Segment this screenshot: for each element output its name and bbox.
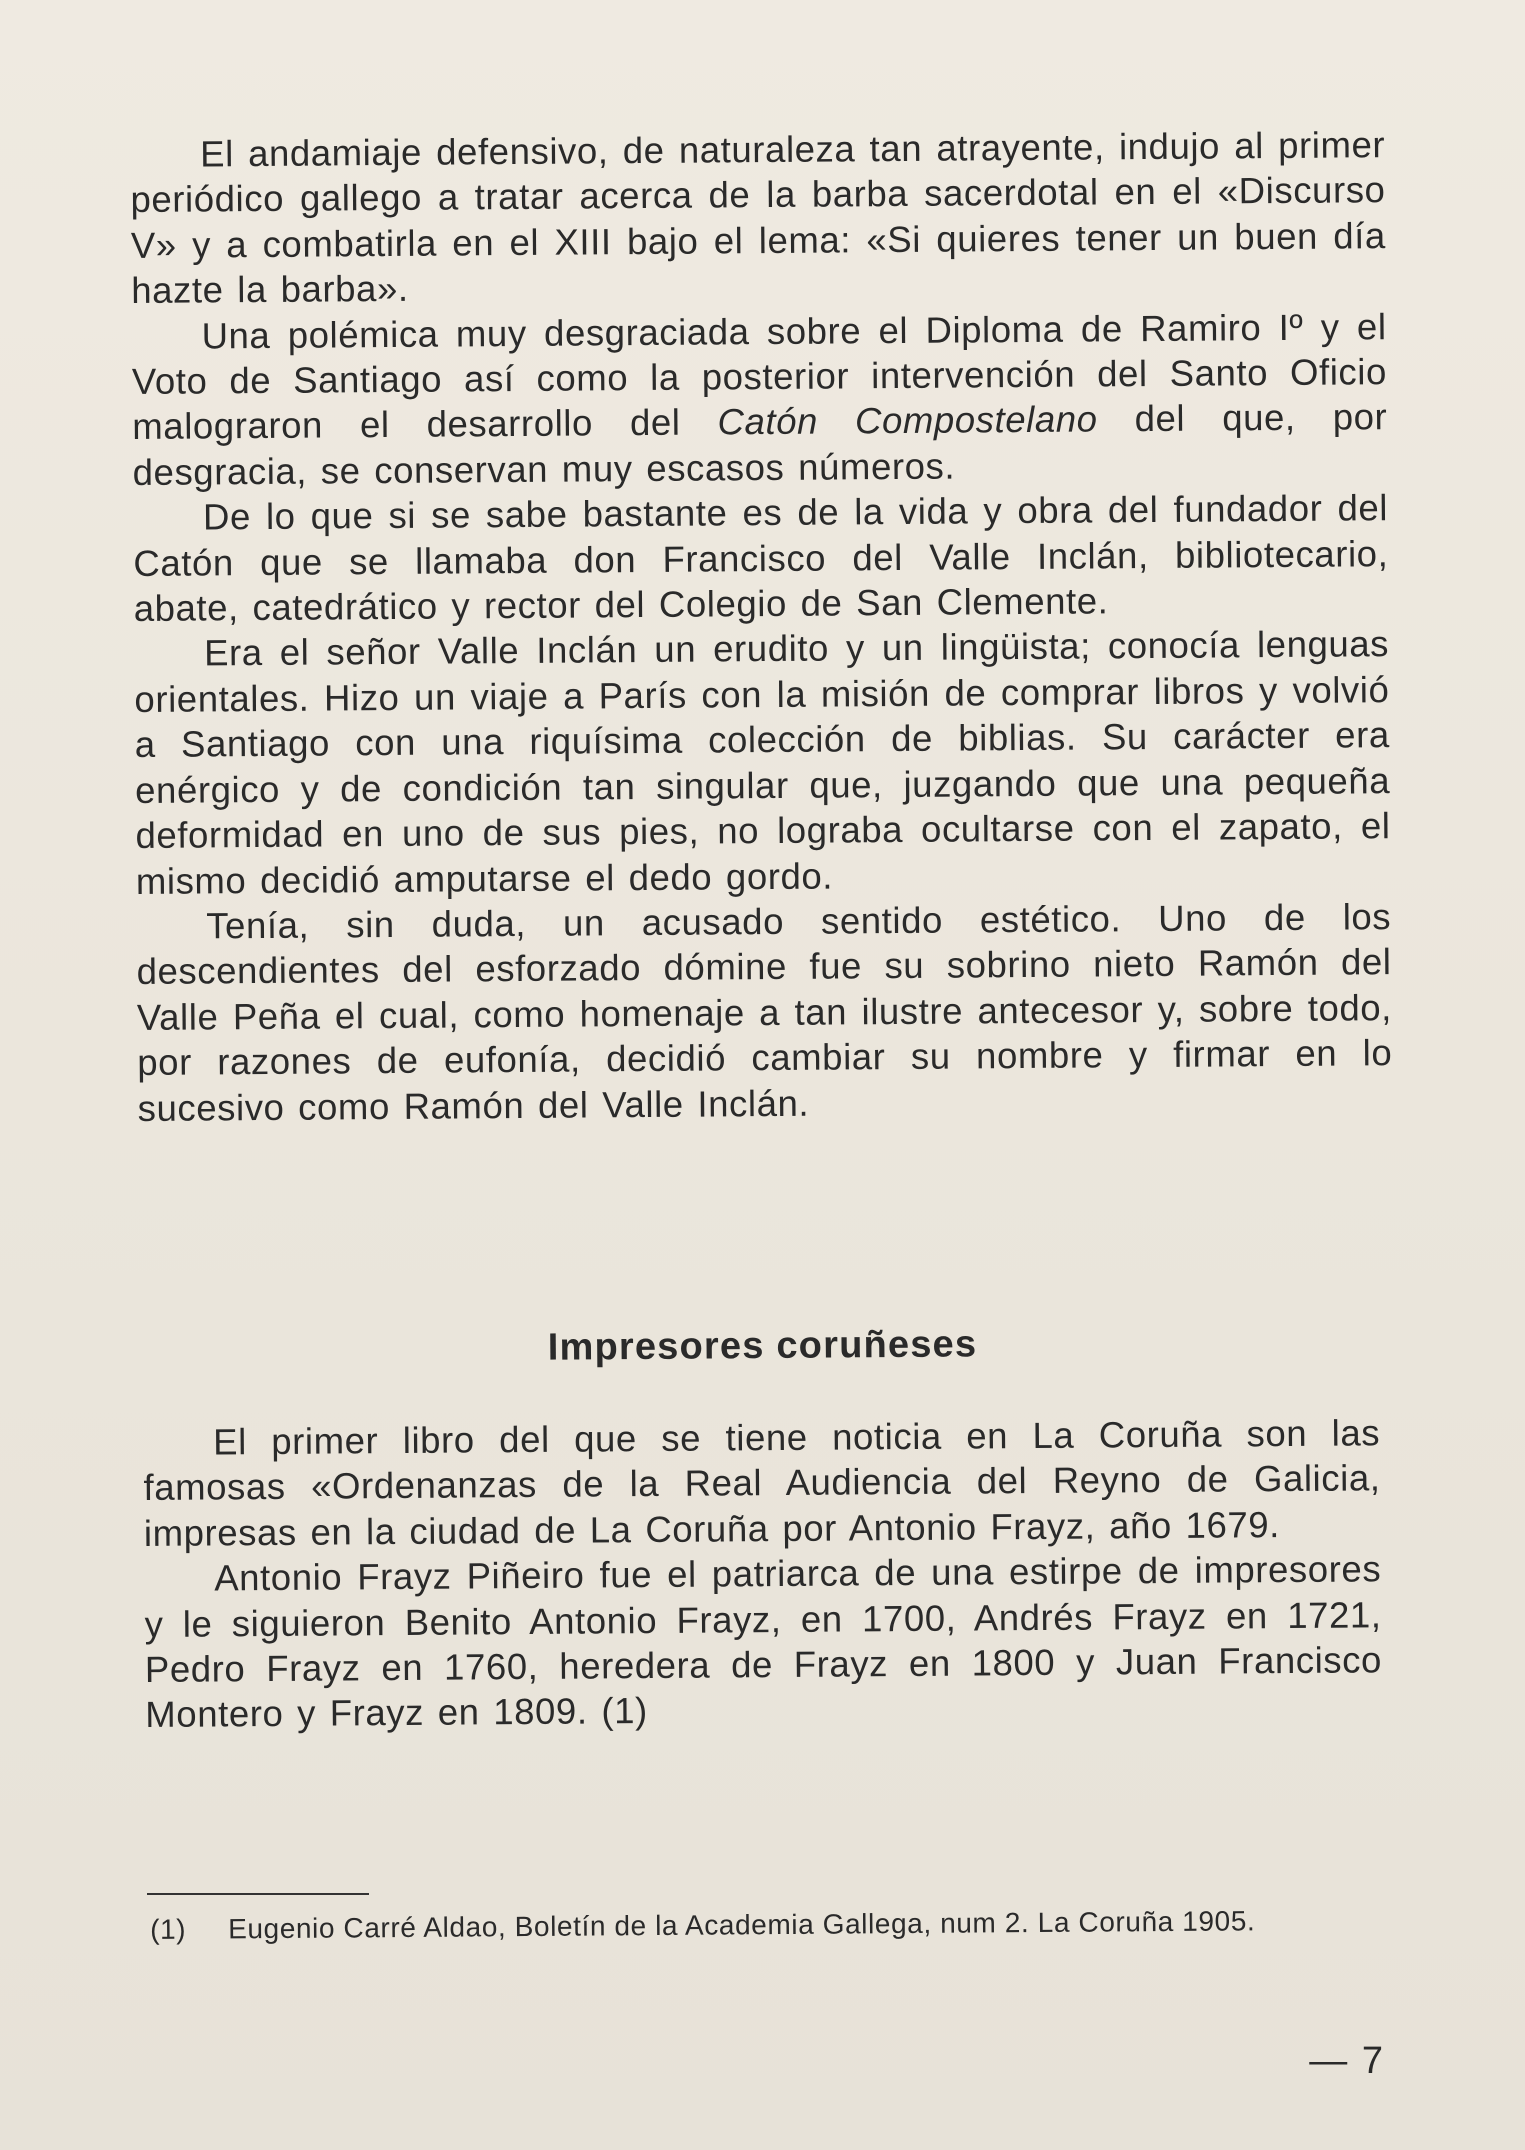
footnote-mark: (1) [150,1913,187,1945]
footnote-divider [147,1893,369,1895]
paragraph-polemica [131,304,1387,495]
footnote [150,1902,1380,1948]
paragraph-text: Una polémica muy desgraciada sobre el Diploma de Ramiro Iº y el Voto de Santiago así como la posterior intervención del Santo Oficio malograron el desarrollo del [131,305,1388,448]
paragraph-ordenanzas: El primer libro del que se tiene noticia en La Coruña son las famosas «Ordenanzas de la Real Audiencia del Reyno de Galicia, impresas en la ciudad de La Coruña por Antonio Frayz, año 1679. [143,1412,1381,1554]
italic-title: Catón Compostelano [717,398,1098,443]
paragraph-frayz: Antonio Frayz Piñeiro fue el patriarca de una estirpe de impresores y le siguieron Benito Antonio Frayz, en 1700, Andrés Frayz en 1721, Pedro Frayz en 1760, heredera de Frayz en 1800 y Juan Francisco Montero y Frayz en 1809. (1) [144,1548,1383,1736]
footnote-text: Eugenio Carré Aldao, Boletín de la Academia Gallega, num 2. La Coruña 1905. [228,1905,1256,1945]
paragraph-text: El andamiaje defensivo, de naturaleza tan atrayente, indujo al primer periódico gallego a tratar acerca de la barba sacerdotal en el «Discurso V» y a combatirla en el XIII bajo el lema: «Si quieres tener un buen día hazte la barba». [130,124,1387,312]
paragraph-barba [130,122,1386,313]
paragraph-erudito [134,622,1391,904]
paragraph-text: De lo que si se sabe bastante es de la vida y obra del fundador del Catón que se llamaba don Francisco del Valle Inclán, bibliotecario, abate, catedrático y rector del Colegio de San Clemente. [133,487,1389,630]
paragraph-text: Era el señor Valle Inclán un erudito y un lingüista; conocía lenguas orientales. Hizo un viaje a París con la misión de comprar libros y volvió a Santiago con una riquísima colección de biblias. Su carácter era enérgico y de condición tan singular que, juzgando que una pequeña deformidad en uno de sus pies, no lograba ocultarse con el zapato, el mismo decidió amputarse el dedo gordo. [134,623,1391,902]
page-number: — 7 [1309,2040,1385,2082]
paragraph-text: del que, por desgracia, se conservan muy escasos números. [132,396,1388,493]
body-text-section-2 [143,1410,1382,1738]
paragraph-estetico [136,894,1393,1131]
body-text-section-1 [130,122,1393,1131]
paragraph-fundador [133,485,1389,631]
paragraph-text: Tenía, sin duda, un acusado sentido estético. Uno de los descendientes del esforzado dómine fue su sobrino nieto Ramón del Valle Peña el cual, como homenaje a tan ilustre antecesor y, sobre todo, por razones de eufonía, decidió cambiar su nombre y firmar en lo sucesivo como Ramón del Valle Inclán. [136,896,1393,1129]
section-heading: Impresores coruñeses [547,1323,978,1369]
